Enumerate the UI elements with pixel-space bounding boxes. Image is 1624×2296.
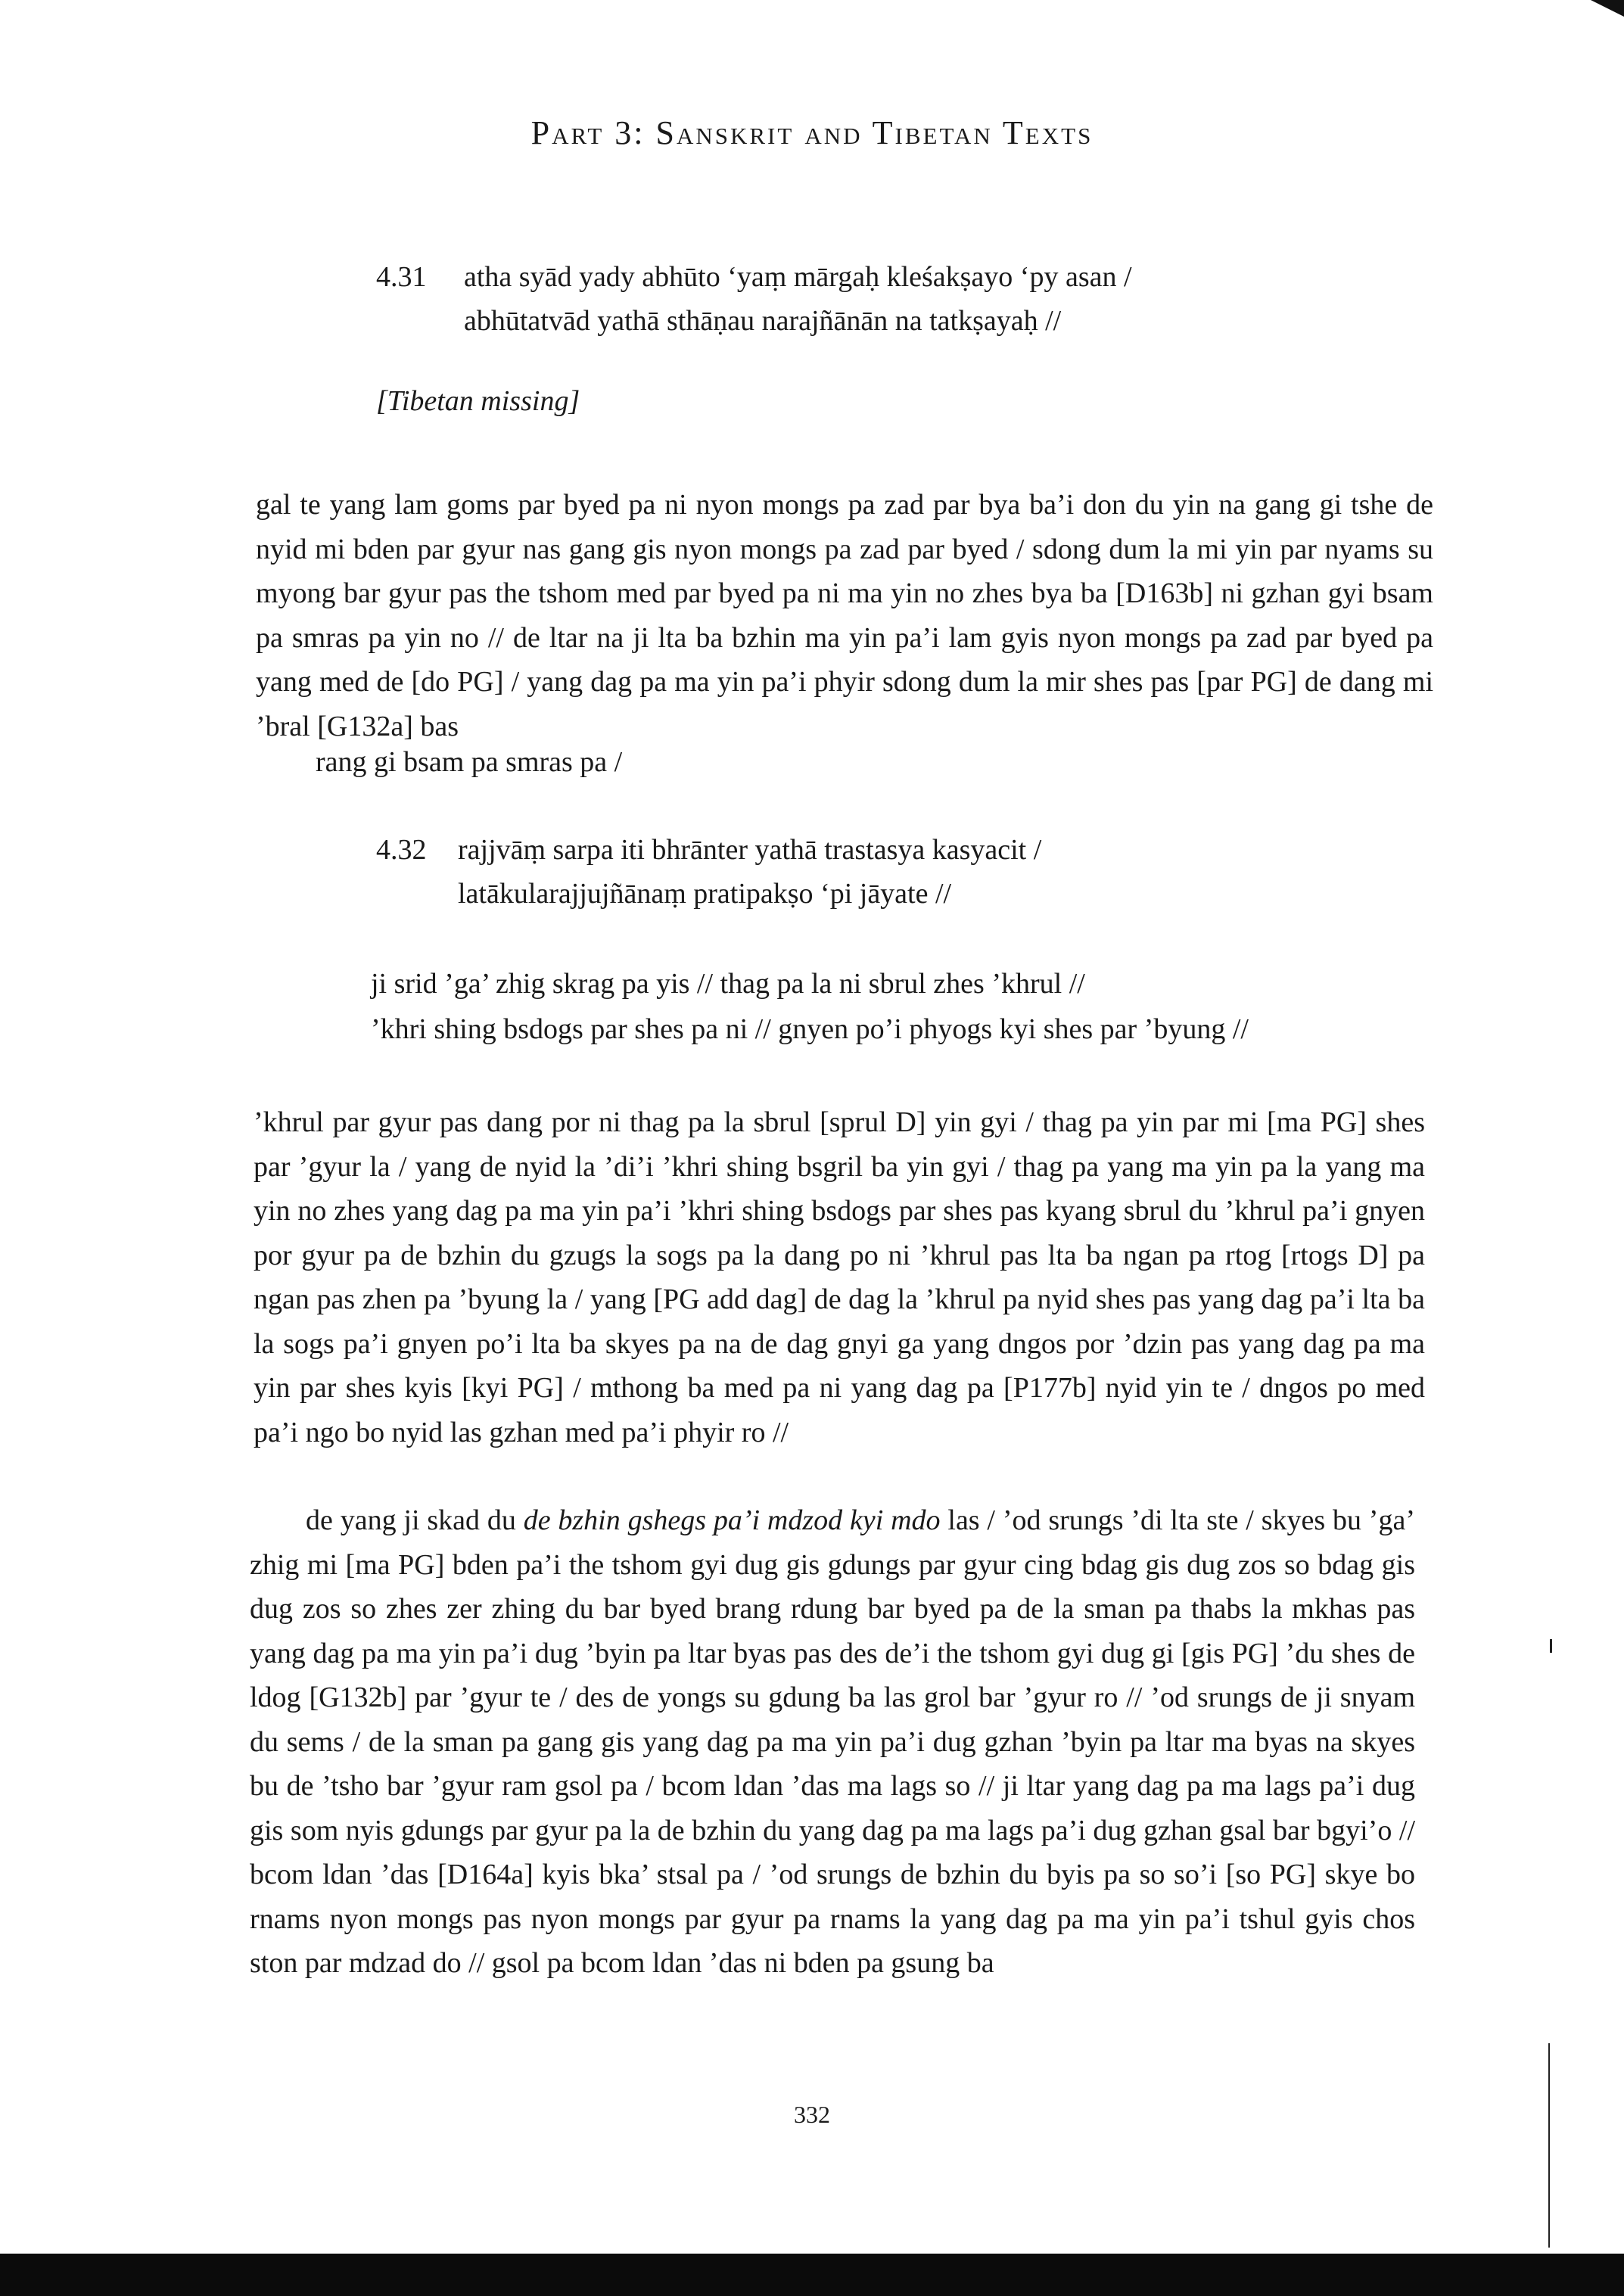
verse-4-32	[376, 828, 1360, 919]
verse-4-31	[376, 255, 1360, 346]
scan-margin-mark	[1550, 1639, 1552, 1653]
sanskrit-line: rajjvāṃ sarpa iti bhrānter yathā trastasya kasyacit /	[458, 834, 1042, 866]
commentary-text: ’khrul par gyur pas dang por ni thag pa la sbrul [sprul D] yin gyi / thag pa yin par mi [ma PG] shes par ’gyur la / yang de nyid la ’di’i ’khri shing bsgril ba yin gyi / thag pa yang ma yin pa la yang ma yin no zhes yang dag pa ma yin pa’i ’khri shing bsdogs par shes pas kyang sbrul du ’khrul pa’i gnyen por gyur pa de bzhin du gzugs la sogs pa la dang po ni ’khrul pas lta ba ngan pa rtog [rtogs D] pa ngan pas zhen pa ’byung la / yang [PG add dag] de dag la ’khrul pa nyid shes pas yang dag pa’i lta ba la sogs pa’i gnyen po’i lta ba skyes pa na de dag gnyi ga yang dngos por ’dzin pas yang dag pa ma yin par shes kyis [kyi PG] / mthong ba med pa ni yang dag pa [P177b] nyid yin te / dngos po med pa’i ngo bo nyid las gzhan med pa’i phyir ro //	[254, 1106, 1425, 1448]
scan-corner-mark	[1591, 0, 1624, 17]
sanskrit-line: latākularajjujñānaṃ pratipakṣo ‘pi jāyate //	[458, 878, 952, 910]
commentary-paragraph	[250, 1498, 1415, 1986]
commentary-paragraph-end: rang gi bsam pa smras pa /	[316, 746, 623, 778]
sanskrit-line: abhūtatvād yathā sthāṇau narajñānān na tatkṣayaḥ //	[464, 305, 1062, 337]
scan-bottom-edge	[0, 2254, 1624, 2296]
commentary-text: gal te yang lam goms par byed pa ni nyon mongs pa zad par bya ba’i don du yin na gang gi tshe de nyid mi bden par gyur nas gang gis nyon mongs pa zad par byed / sdong dum la mi yin par nyams su myong bar gyur pas the tshom med par byed pa ni ma yin no zhes bya ba [D163b] ni gzhan gyi bsam pa smras pa yin no // de ltar na ji lta ba bzhin ma yin pa’i lam gyis nyon mongs pa zad par byed pa yang med de [do PG] / yang dag pa ma yin pa’i phyir sdong dum la mir shes pas [par PG] de dang mi ’bral [G132a] bas	[256, 489, 1433, 742]
scan-edge-line	[1548, 2043, 1550, 2248]
sanskrit-line: atha syād yady abhūto ‘yaṃ mārgaḥ kleśakṣayo ‘py asan /	[464, 261, 1132, 293]
verse-number: 4.32	[376, 834, 427, 866]
tibetan-line: ’khri shing bsdogs par shes pa ni // gnyen po’i phyogs kyi shes par ’byung //	[371, 1013, 1249, 1045]
sutra-title: de bzhin gshegs pa’i mdzod kyi mdo	[523, 1504, 941, 1536]
commentary-paragraph	[256, 483, 1433, 748]
tibetan-line: ji srid ’ga’ zhig skrag pa yis // thag pa la ni sbrul zhes ’khrul //	[371, 968, 1085, 1000]
running-header: Part 3: Sanskrit and Tibetan Texts	[530, 114, 1094, 151]
commentary-paragraph	[254, 1100, 1425, 1454]
tibetan-verse	[371, 961, 1249, 1052]
page-number: 332	[794, 2101, 830, 2128]
commentary-text: de yang ji skad du	[306, 1504, 524, 1536]
editorial-note: [Tibetan missing]	[376, 385, 580, 417]
commentary-text: las / ’od srungs ’di lta ste / skyes bu ’ga’ zhig mi [ma PG] bden pa’i the tshom gyi dug gis gdungs par gyur cing bdag gis dug zos so bdag gis dug zos so zhes zer zhing du bar byed brang rdung bar byed pa de la sman pa thabs la mkhas pas yang dag pa ma yin pa’i dug ’byin pa ltar byas pas des de’i the tshom gyi dug gi [gis PG] ’du shes de ldog [G132b] par ’gyur te / des de yongs su gdung ba las grol bar ’gyur ro // ’od srungs de ji snyam du sems / de la sman pa gang gis yang dag pa ma yin pa’i dug gzhan ’byin pa ltar ma byas na skyes bu de ’tsho bar ’gyur ram gsol pa / bcom ldan ’das ma lags so // ji ltar yang dag pa ma lags pa’i dug gis som nyis gdungs par gyur pa la de bzhin du yang dag pa ma lags pa’i dug gzhan gsal bar bgyi’o // bcom ldan ’das [D164a] kyis bka’ stsal pa / ’od srungs de bzhin du byis pa so so’i [so PG] skye bo rnams nyon mongs pas nyon mongs par gyur pa rnams la yang dag pa ma yin pa’i tshul gyis chos ston par mdzad do // gsol pa bcom ldan ’das ni bden pa gsung ba	[250, 1504, 1415, 1979]
verse-number: 4.31	[376, 261, 427, 293]
